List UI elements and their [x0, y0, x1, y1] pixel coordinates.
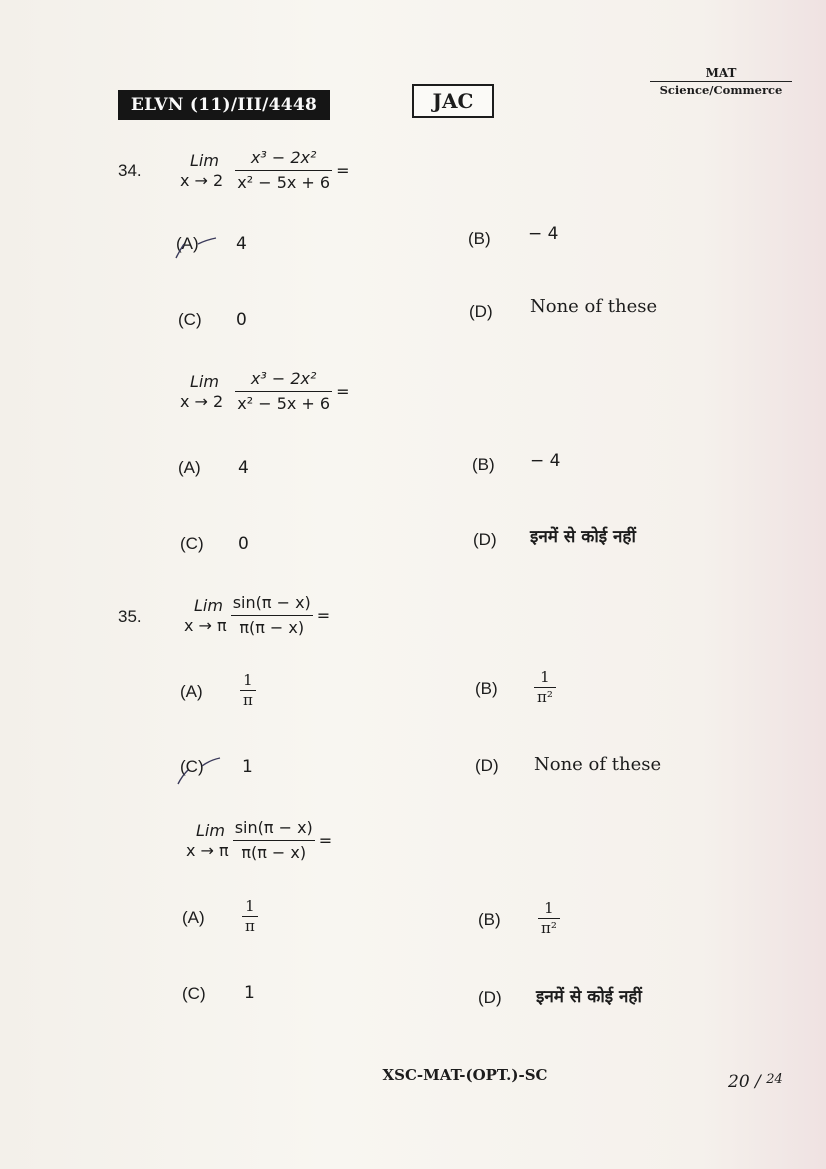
q34-en-option-c-label[interactable]: (C): [178, 310, 202, 329]
q34-en-option-a-value: 4: [236, 234, 247, 254]
q35-hi-option-d-value: इनमें से कोई नहीं: [536, 987, 642, 1007]
lim-word: Lim: [190, 150, 219, 170]
equals-sign: =: [316, 606, 331, 625]
numerator: sin(π − x): [231, 593, 313, 616]
fraction-denominator: π: [243, 691, 253, 709]
numerator: x³ − 2x²: [235, 369, 332, 392]
q35-en-option-a-fraction: [240, 672, 256, 709]
q35-hi-option-c-value: 1: [244, 983, 255, 1003]
lim-approach: x → π: [184, 615, 227, 635]
equals-sign: =: [318, 831, 333, 850]
q35-en-option-d-label[interactable]: (D): [475, 756, 499, 775]
q34-en-option-d-label[interactable]: (D): [469, 302, 493, 321]
fraction-numerator: 1: [538, 900, 560, 919]
q34-hi-option-d-value: इनमें से कोई नहीं: [530, 527, 636, 547]
denominator: π(π − x): [241, 843, 307, 862]
fraction-denominator: π: [245, 917, 255, 935]
board-badge: JAC: [412, 84, 494, 118]
q35-hi-option-d-label[interactable]: (D): [478, 988, 502, 1007]
q34-en-option-d-value: None of these: [530, 296, 658, 317]
subject-rule: [650, 81, 792, 82]
lim-word: Lim: [196, 820, 225, 840]
q34-hi-option-b-label[interactable]: (B): [472, 455, 495, 474]
q35-en-option-c-label[interactable]: (C): [180, 757, 204, 776]
numerator: sin(π − x): [233, 818, 315, 841]
q35-hi-option-b-fraction: [538, 900, 560, 937]
q34-hi-option-d-label[interactable]: (D): [473, 530, 497, 549]
q34-en-expression: [180, 148, 350, 193]
limit-operator: [186, 821, 229, 861]
subject-block: [650, 66, 792, 97]
lim-word: Lim: [194, 595, 223, 615]
q35-en-option-a-label[interactable]: (A): [180, 682, 203, 701]
q34-en-option-c-value: 0: [236, 310, 247, 330]
q35-hi-fraction: [233, 818, 315, 863]
q35-hi-expression: [186, 818, 332, 863]
footer-paper-code: XSC-MAT-(OPT.)-SC: [382, 1066, 548, 1084]
q35-hi-option-a-fraction: [242, 898, 258, 935]
lim-word: Lim: [190, 371, 219, 391]
subject-code: MAT: [705, 66, 737, 80]
q34-en-option-b-label[interactable]: (B): [468, 229, 491, 248]
q34-hi-option-a-value: 4: [238, 458, 249, 478]
q34-en-option-a-label[interactable]: (A): [176, 234, 199, 253]
paper-code-badge: ELVN (11)/III/4448: [118, 90, 330, 120]
fraction-denominator: π²: [541, 919, 557, 937]
q34-hi-option-c-value: 0: [238, 534, 249, 554]
limit-operator: [180, 372, 223, 412]
question-number-34: 34.: [118, 161, 142, 180]
page-separator: /: [755, 1072, 761, 1092]
q34-hi-option-b-value: − 4: [530, 451, 561, 471]
q34-en-option-b-value: − 4: [528, 224, 559, 244]
tick-mark-icon: [170, 232, 220, 262]
q34-hi-option-a-label[interactable]: (A): [178, 458, 201, 477]
fraction-numerator: 1: [242, 898, 258, 917]
equals-sign: =: [336, 161, 350, 180]
q34-hi-expression: [180, 369, 350, 414]
numerator: x³ − 2x²: [235, 148, 332, 171]
q35-hi-option-a-label[interactable]: (A): [182, 908, 205, 927]
tick-mark-icon: [172, 752, 224, 788]
lim-approach: x → 2: [180, 170, 224, 190]
q35-en-option-b-label[interactable]: (B): [475, 679, 498, 698]
q35-en-option-d-value: None of these: [534, 754, 662, 775]
q35-en-option-b-fraction: [534, 669, 556, 706]
q35-en-fraction: [231, 593, 313, 638]
page-number: [728, 1072, 783, 1092]
denominator: x² − 5x + 6: [237, 394, 331, 413]
q35-hi-option-b-label[interactable]: (B): [478, 910, 501, 929]
q34-en-fraction: [235, 148, 332, 193]
fraction-numerator: 1: [240, 672, 256, 691]
q34-hi-option-c-label[interactable]: (C): [180, 534, 204, 553]
q34-hi-fraction: [235, 369, 332, 414]
fraction-numerator: 1: [534, 669, 556, 688]
limit-operator: [184, 596, 227, 636]
question-number-35: 35.: [118, 607, 142, 626]
q35-hi-option-c-label[interactable]: (C): [182, 984, 206, 1003]
lim-approach: x → π: [186, 840, 229, 860]
fraction-denominator: π²: [537, 688, 553, 706]
equals-sign: =: [336, 382, 350, 401]
denominator: x² − 5x + 6: [237, 173, 331, 192]
limit-operator: [180, 151, 223, 191]
stream-label: Science/Commerce: [659, 83, 783, 97]
q35-en-option-c-value: 1: [242, 757, 253, 777]
total-pages: 24: [766, 1072, 783, 1087]
lim-approach: x → 2: [180, 391, 224, 411]
q35-en-expression: [184, 593, 330, 638]
denominator: π(π − x): [239, 618, 305, 637]
current-page: 20: [728, 1072, 750, 1092]
